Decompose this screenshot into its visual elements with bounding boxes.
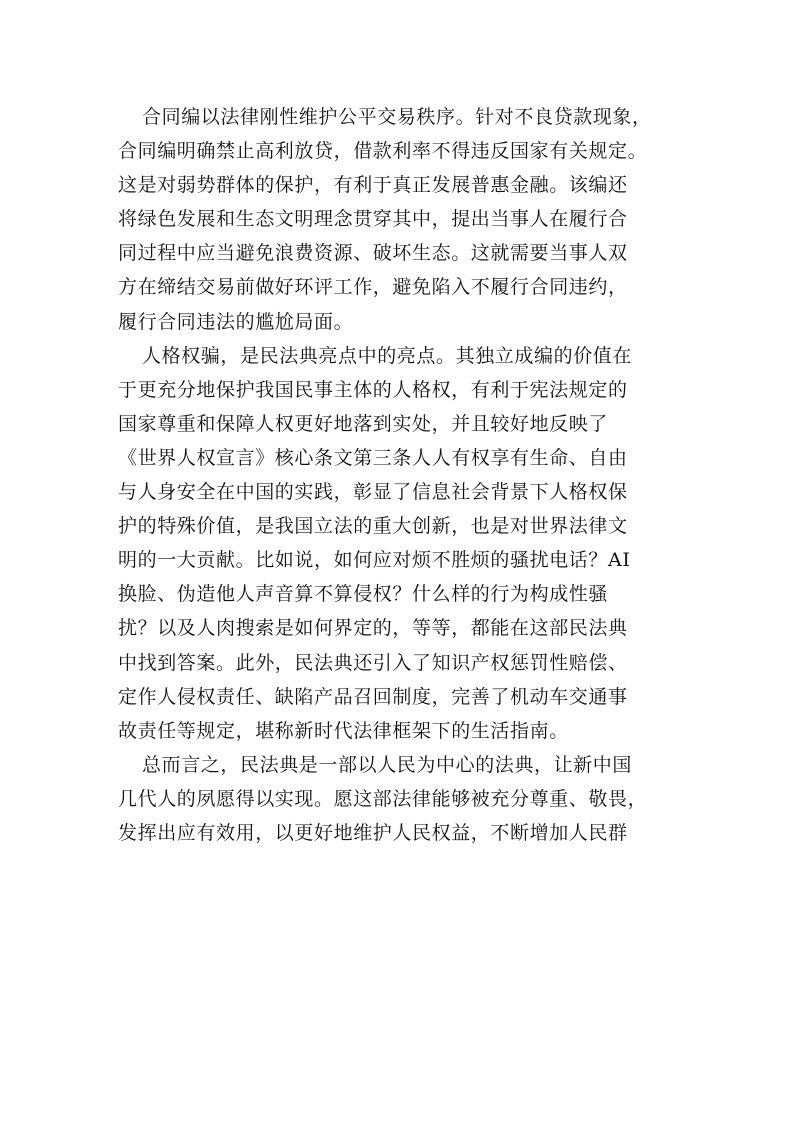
paragraph-line: 与人身安全在中国的实践，彰显了信息社会背景下人格权保 (118, 481, 628, 504)
paragraph-line: 明的一大贡献。比如说，如何应对烦不胜烦的骚扰电话？AI (118, 549, 631, 572)
paragraph-line: 发挥出应有效用，以更好地维护人民权益，不断增加人民群 (118, 821, 628, 844)
paragraph-line: 同过程中应当避免浪费资源、破坏生态。这就需要当事人双 (118, 242, 628, 265)
paragraph-line: 《世界人权宣言》核心条文第三条人人有权享有生命、自由 (118, 446, 628, 469)
paragraph-line: 换脸、伪造他人声音算不算侵权？什么样的行为构成性骚 (118, 583, 609, 606)
paragraph-line: 人格权骗，是民法典亮点中的亮点。其独立成编的价值在 (142, 344, 633, 367)
paragraph-line: 几代人的夙愿得以实现。愿这部法律能够被充分尊重、敬畏， (118, 787, 648, 810)
paragraph-line: 方在缔结交易前做好环评工作，避免陷入不履行合同违约， (118, 276, 628, 299)
paragraph-line: 于更充分地保护我国民事主体的人格权，有利于宪法规定的 (118, 378, 628, 401)
paragraph-line: 将绿色发展和生态文明理念贯穿其中，提出当事人在履行合 (118, 208, 628, 231)
paragraph-line: 合同编以法律刚性维护公平交易秩序。针对不良贷款现象， (142, 106, 652, 128)
paragraph-line: 故责任等规定，堪称新时代法律框架下的生活指南。 (118, 719, 569, 742)
paragraph-line: 定作人侵权责任、缺陷产品召回制度，完善了机动车交通事 (118, 685, 628, 708)
paragraph-line: 护的特殊价值，是我国立法的重大创新，也是对世界法律文 (118, 515, 628, 538)
body-text (118, 100, 708, 850)
paragraph-line: 总而言之，民法典是一部以人民为中心的法典，让新中国 (142, 753, 633, 776)
paragraph-line: 国家尊重和保障人权更好地落到实处，并且较好地反映了 (118, 412, 609, 435)
paragraph-line: 扰？以及人肉搜索是如何界定的，等等，都能在这部民法典 (118, 617, 628, 640)
paragraph-line: 合同编明确禁止高利放贷，借款利率不得违反国家有关规定。 (118, 140, 648, 163)
paragraph-line: 履行合同违法的尴尬局面。 (118, 310, 354, 333)
paragraph-line: 中找到答案。此外，民法典还引入了知识产权惩罚性赔偿、 (118, 651, 628, 674)
paragraph-line: 这是对弱势群体的保护，有利于真正发展普惠金融。该编还 (118, 174, 628, 197)
